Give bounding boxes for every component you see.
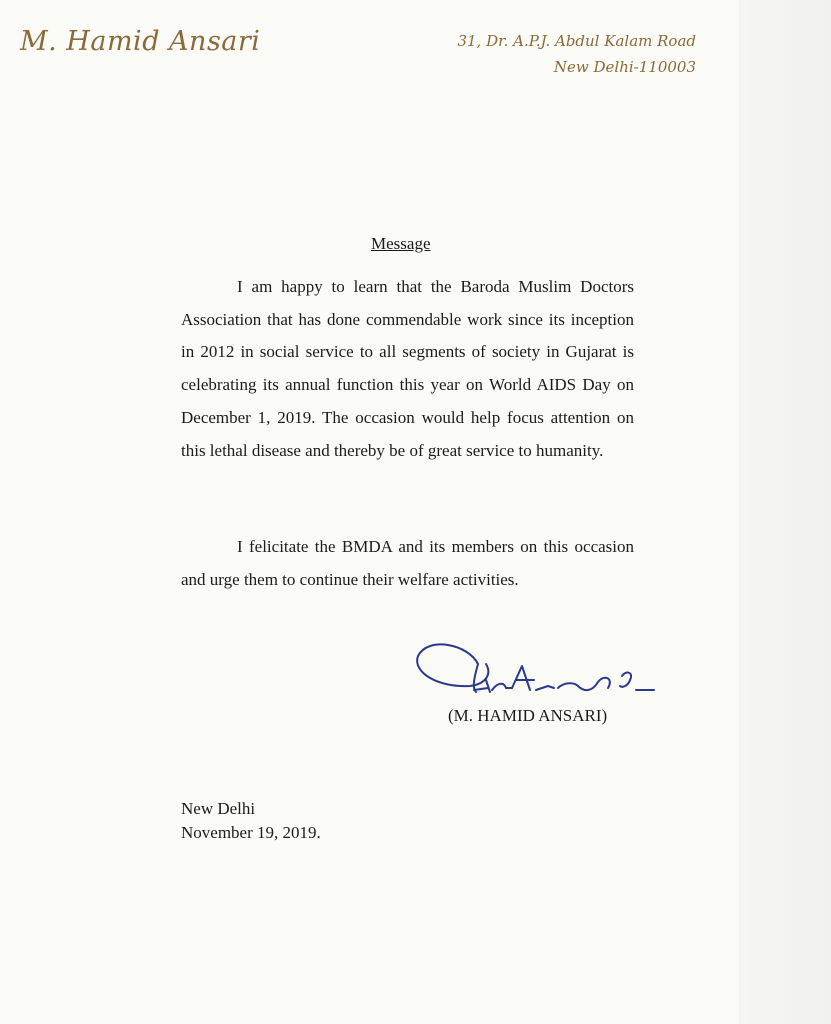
letterhead-address-line1: 31, Dr. A.P.J. Abdul Kalam Road — [457, 32, 696, 50]
message-paragraph-2: I felicitate the BMDA and its members on this occasion and urge them to continue their welfare activities. — [181, 537, 634, 589]
paper-edge — [739, 0, 831, 1024]
date: November 19, 2019. — [181, 823, 321, 842]
message-title: Message — [371, 234, 431, 253]
signatory-name: (M. HAMID ANSARI) — [448, 706, 608, 725]
letterhead-name: M. Hamid Ansari — [20, 26, 261, 57]
message-paragraph-1: I am happy to learn that the Baroda Muslim Doctors Association that has done commendable work since its inception in 2012 in social service to all segments of society in Gujarat is celebrating its annual function this year on World AIDS Day on December 1, 2019. The occasion would help focus attention on this lethal disease and thereby be of great service to humanity. — [181, 277, 634, 460]
handwritten-signature — [408, 630, 658, 710]
place: New Delhi — [181, 799, 256, 818]
letterhead-address-line2: New Delhi-110003 — [553, 58, 696, 76]
